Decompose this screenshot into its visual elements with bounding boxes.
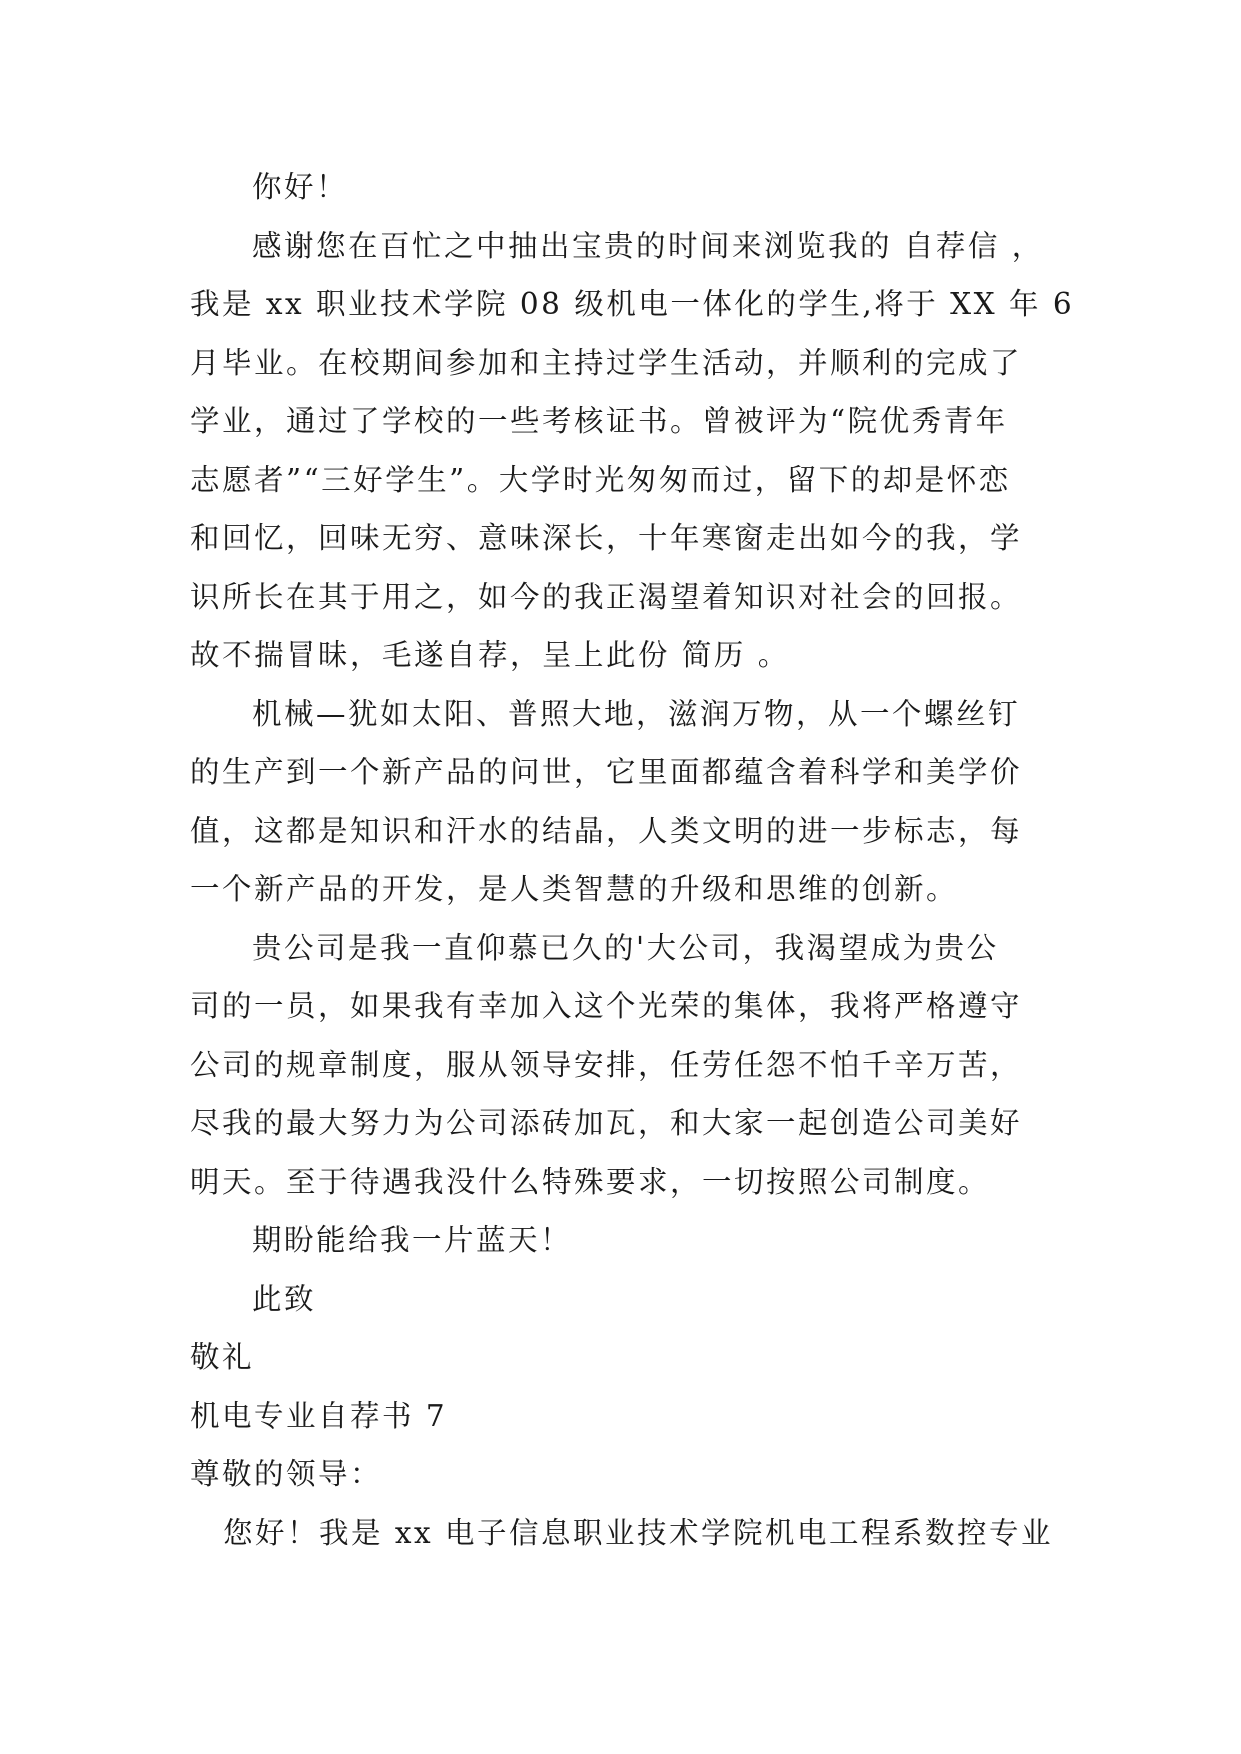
addressee-line: 尊敬的领导： (190, 1457, 383, 1491)
section-title: 机电专业自荐书 7 (190, 1398, 448, 1433)
paragraph-line: 识所长在其于用之，如今的我正渴望着知识对社会的回报。 (190, 579, 1023, 614)
paragraph-line: 尽我的最大努力为公司添砖加瓦，和大家一起创造公司美好 (190, 1106, 1023, 1140)
paragraph-line: 司的一员，如果我有幸加入这个光荣的集体，我将严格遵守 (190, 989, 1023, 1023)
paragraph-line: 一个新产品的开发，是人类智慧的升级和思维的创新。 (190, 872, 959, 906)
paragraph-line: 感谢您在百忙之中抽出宝贵的时间来浏览我的 自荐信 ， (252, 228, 1044, 263)
salutation-line: 敬礼 (190, 1340, 255, 1374)
paragraph-line: 我是 xx 职业技术学院 08 级机电一体化的学生,将于 XX 年 6 (190, 287, 1075, 321)
closing-line: 此致 (252, 1281, 317, 1316)
paragraph-line: 公司的规章制度，服从领导安排，任劳任怨不怕千辛万苦， (190, 1047, 1023, 1082)
paragraph-line: 月毕业。在校期间参加和主持过学生活动，并顺利的完成了 (190, 345, 1023, 380)
paragraph-line: 值，这都是知识和汗水的结晶，人类文明的进一步标志，每 (190, 813, 1023, 848)
greeting-line: 你好！ (252, 170, 349, 204)
paragraph-line: 明天。至于待遇我没什么特殊要求，一切按照公司制度。 (190, 1164, 991, 1199)
paragraph-line: 机械—犹如太阳、普照大地，滋润万物，从一个螺丝钉 (252, 696, 1021, 731)
letter-body (190, 158, 1075, 1562)
paragraph-line: 贵公司是我一直仰慕已久的'大公司，我渴望成为贵公 (252, 930, 999, 965)
paragraph-line: 您好！我是 xx 电子信息职业技术学院机电工程系数控专业 (223, 1515, 1054, 1550)
paragraph-line: 和回忆，回味无穷、意味深长，十年寒窗走出如今的我，学 (190, 521, 1023, 555)
paragraph-line: 志愿者”“三好学生”。大学时光匆匆而过，留下的却是怀恋 (190, 462, 1011, 497)
paragraph-line: 故不揣冒昧，毛遂自荐，呈上此份 简历 。 (190, 638, 790, 672)
paragraph-line: 的生产到一个新产品的问世，它里面都蕴含着科学和美学价 (190, 755, 1023, 789)
paragraph-line: 学业，通过了学校的一些考核证书。曾被评为“院优秀青年 (190, 404, 1008, 438)
closing-wish-line: 期盼能给我一片蓝天！ (252, 1223, 573, 1257)
